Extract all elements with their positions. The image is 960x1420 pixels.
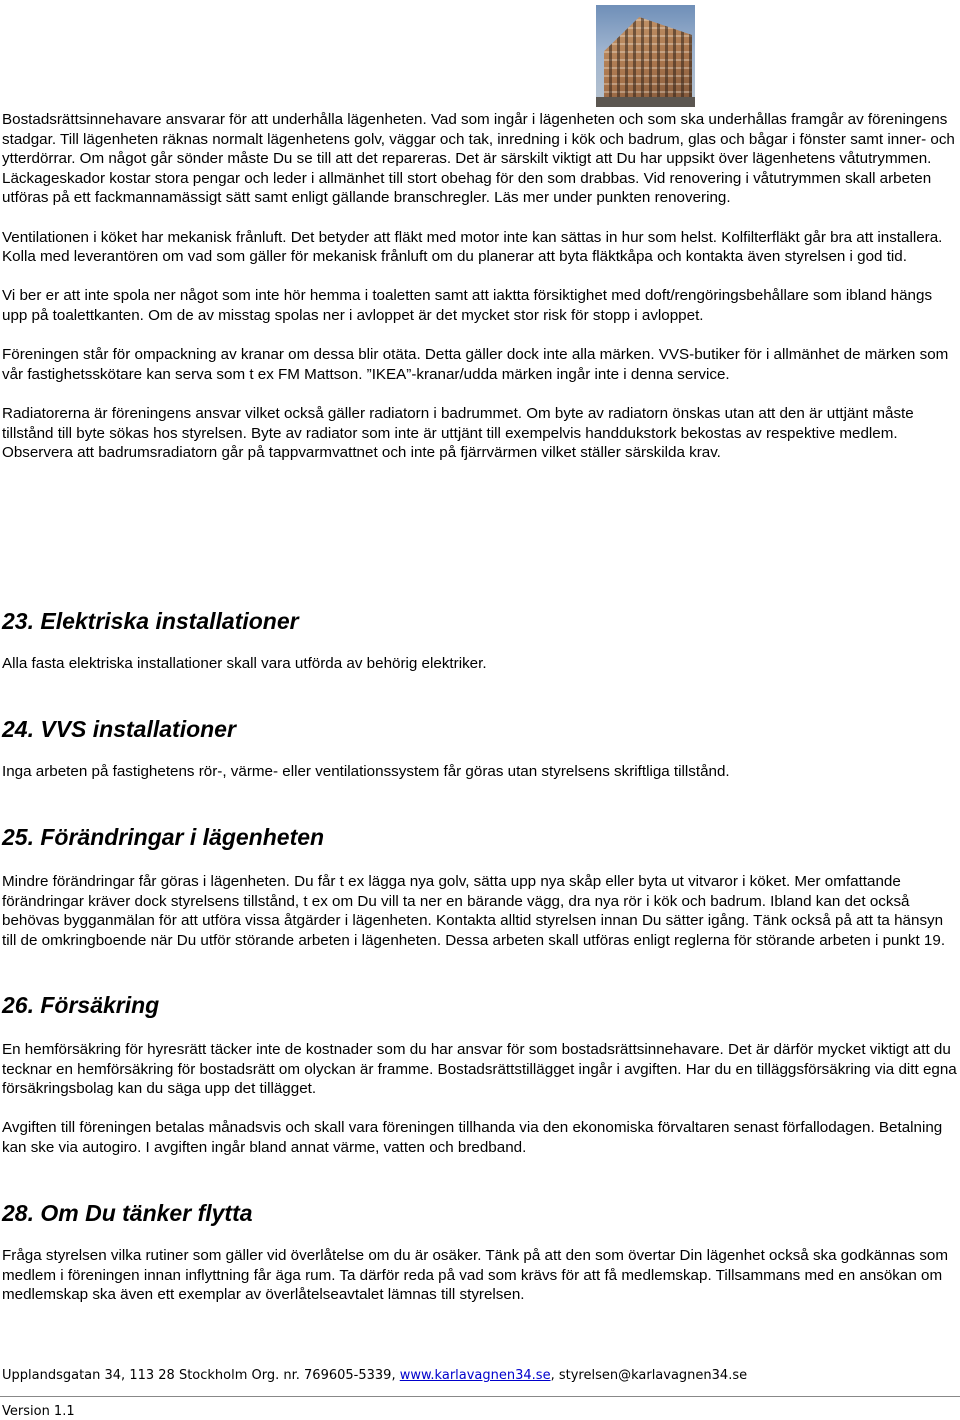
intro-paragraph-radiators: Radiatorerna är föreningens ansvar vilket också gäller radiatorn i badrummet. Om byte av radiatorn önskas utan att den är uttjänt måste tillstånd till byte sökas hos styrelsen. Byte av radiator som inte är uttjänt till exempelvis handdukstork bekostas av respektive medlem. Observera att badrumsradiatorn går på tappvarmvattnet och inte på fjärrvärmen vilket ställer särskilda krav. xyxy=(2,404,914,462)
footer-contact xyxy=(2,1367,960,1384)
intro-paragraph-ventilation: Ventilationen i köket har mekanisk frånluft. Det betyder att fläkt med motor inte kan sättas in hur som helst. Kolfilterfläkt går bra att installera. Kolla med leverantören om vad som gäller för mekanisk frånluft om du planerar att byta fläktkåpa och kontakta även styrelsen i god tid. xyxy=(2,228,943,266)
footer-website-link[interactable]: www.karlavagnen34.se xyxy=(399,1368,551,1383)
section-24 xyxy=(2,715,960,782)
footer-email: , styrelsen@karlavagnen34.se xyxy=(550,1368,748,1383)
section-26-text-insurance: En hemförsäkring för hyresrätt täcker inte de kostnader som du har ansvar för som bostadsrättsinnehavare. Det är därför mycket viktigt att du tecknar en hemförsäkring för bostadsrätt om olyckan är framme. Bostadsrättstillägget ingår i avgiften. Har du en tilläggsförsäkring via ditt egna försäkringsbolag kan du säga upp det tillägget. xyxy=(2,1041,957,1098)
section-26-heading: 26. Försäkring xyxy=(2,992,160,1018)
intro-paragraph-maintenance: Bostadsrättsinnehavare ansvarar för att underhålla lägenheten. Vad som ingår i lägenheten och som ska underhållas framgår av föreningens stadgar. Till lägenheten räknas normalt lägenhetens golv, väggar och tak, inredning i kök och badrum, glas och bågar i fönster samt inner- och ytterdörrar. Om något går sönder måste Du se till att det repareras. Det är särskilt viktigt att Du har uppsikt över lägenhetens våtutrymmen. Läckageskador kostar stora pengar och leder i allmänhet till stort obehag för den som drabbas. Vid renovering i våtutrymmen skall arbeten utföras på ett fackmannamässigt sätt samt enligt gällande branschregler. Läs mer under punkten renovering. xyxy=(2,111,955,207)
apartment-building-photo xyxy=(596,5,695,107)
section-24-text: Inga arbeten på fastighetens rör-, värme- eller ventilationssystem får göras utan styrelsens skriftliga tillstånd. xyxy=(2,763,730,780)
intro-text xyxy=(2,110,960,463)
footer-address: Upplandsgatan 34, 113 28 Stockholm Org. nr. 769605-5339, xyxy=(2,1368,400,1383)
section-25-heading: 25. Förändringar i lägenheten xyxy=(2,824,325,850)
building-windows xyxy=(604,17,692,107)
section-23 xyxy=(2,607,960,674)
section-26-text-fee: Avgiften till föreningen betalas månadsvis och skall vara föreningen tillhanda via den ekonomiska förvaltaren senast förfallodagen. Betalning kan ske via autogiro. I avgiften ingår bland annat värme, vatten och bredband. xyxy=(2,1119,943,1156)
section-23-text: Alla fasta elektriska installationer skall vara utförda av behörig elektriker. xyxy=(2,655,487,672)
intro-paragraph-taps: Föreningen står för ompackning av kranar om dessa blir otäta. Detta gäller dock inte alla märken. VVS-butiker för i allmänhet de märken som vår fastighetsskötare kan serva som t ex FM Mattson. ”IKEA”-kranar/udda märken ingår inte i denna service. xyxy=(2,346,949,383)
section-28-heading: 28. Om Du tänker flytta xyxy=(2,1200,253,1226)
section-26 xyxy=(2,991,960,1158)
section-28-text: Fråga styrelsen vilka rutiner som gäller vid överlåtelse om du är osäker. Tänk på att den som övertar Din lägenhet också ska godkännas som medlem i föreningen innan inflyttning får äga rum. Ta därför reda på vad som krävs för att få medlemskap. Tillsammans med en ansökan om medlemskap ska även ett exemplar av överlåtelseavtalet lämnas till styrelsen. xyxy=(2,1247,949,1304)
section-28 xyxy=(2,1199,960,1305)
footer-divider xyxy=(0,1396,960,1397)
section-24-heading: 24. VVS installationer xyxy=(2,716,236,742)
version-label: Version 1.1 xyxy=(2,1404,75,1419)
street xyxy=(596,97,695,107)
section-23-heading: 23. Elektriska installationer xyxy=(2,608,299,634)
section-25 xyxy=(2,823,960,950)
section-25-text: Mindre förändringar får göras i lägenheten. Du får t ex lägga nya golv, sätta upp nya skåp eller byta ut vitvaror i köket. Mer omfattande förändringar kräver dock styrelsens tillstånd, t ex om Du vill ta ner en bärande vägg, dra nya rör i kök och badrum. Ibland kan det också behövas bygganmälan för att utföra vissa åtgärder i lägenheten. Kontakta alltid styrelsen innan Du sätter igång. Tänk också på att ta hänsyn till de omkringboende när Du utför störande arbeten i lägenheten. Dessa arbeten skall utföras enligt reglerna för störande arbeten i punkt 19. xyxy=(2,873,946,949)
intro-paragraph-toilet: Vi ber er att inte spola ner något som inte hör hemma i toaletten samt att iaktta försiktighet med doft/rengöringsbehållare som ibland hängs upp på toalettkanten. Om de av misstag spolas ner i avloppet är det mycket stor risk för stopp i avloppet. xyxy=(2,287,933,324)
